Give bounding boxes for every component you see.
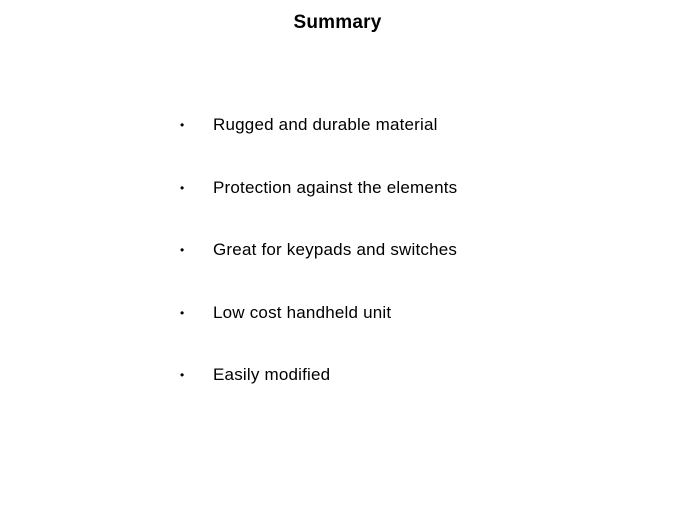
bullet-icon: • [180,118,185,132]
bullet-text: Great for keypads and switches [213,240,458,259]
slide-title: Summary [293,12,382,33]
bullet-text: Protection against the elements [213,177,458,197]
bullet-text: Rugged and durable material [213,115,438,134]
bullet-icon: • [180,243,185,257]
bullet-icon: • [180,180,185,195]
bullet-text: Easily modified [213,365,331,384]
bullet-icon: • [180,368,185,382]
bullet-icon: • [180,305,185,320]
bullet-text: Low cost handheld unit [213,302,392,322]
